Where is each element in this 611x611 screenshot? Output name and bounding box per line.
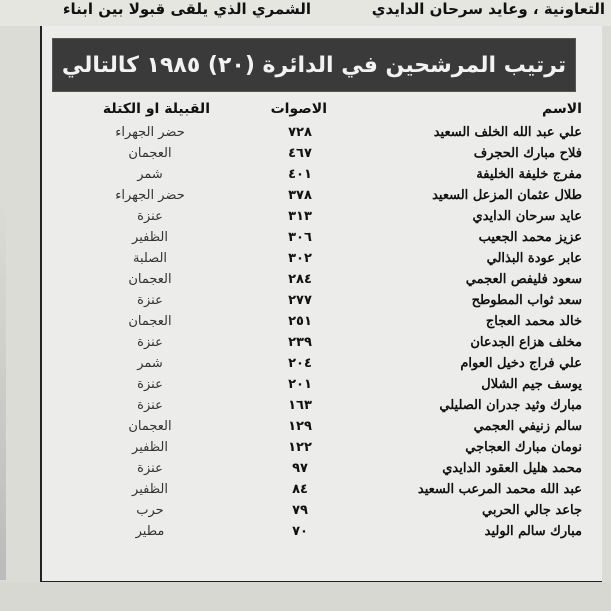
- candidate-votes: ٣٠٦: [288, 230, 312, 245]
- candidate-tribe: عنزة: [137, 293, 163, 308]
- candidate-name: سعود فليفص العجمي: [465, 272, 582, 287]
- header-name: الاسم: [542, 101, 582, 117]
- table-row: [70, 353, 590, 374]
- candidate-votes: ١٢٩: [288, 419, 312, 434]
- candidate-votes: ٤٦٧: [288, 146, 312, 161]
- candidate-tribe: شمر: [137, 356, 163, 371]
- top-caption-left: الشمري الذي يلقى قبولا بين ابناء: [62, 0, 311, 18]
- table-row: [70, 479, 590, 500]
- candidate-votes: ٢٥١: [288, 314, 312, 329]
- candidate-votes: ٨٤: [292, 482, 308, 497]
- table-row: [70, 143, 590, 164]
- table-row: [70, 500, 590, 521]
- table-row: [70, 290, 590, 311]
- candidate-tribe: العجمان: [128, 272, 172, 287]
- candidate-votes: ٣٧٨: [288, 188, 312, 203]
- candidate-name: مفرج خليفة الخليفة: [476, 167, 582, 182]
- candidate-tribe: العجمان: [128, 419, 172, 434]
- table-row: [70, 185, 590, 206]
- candidate-name: محمد هليل العقود الدايدي: [442, 461, 582, 476]
- candidate-name: خالد محمد العجاج: [485, 314, 582, 329]
- candidate-name: طلال عثمان المزعل السعيد: [432, 188, 582, 203]
- candidate-votes: ٢٣٩: [288, 335, 312, 350]
- candidate-name: عبد الله محمد المرعب السعيد: [417, 482, 582, 497]
- table-row: [70, 416, 590, 437]
- candidate-tribe: الظفير: [132, 440, 168, 455]
- candidate-votes: ٢٧٧: [288, 293, 312, 308]
- table-row: [70, 164, 590, 185]
- table-row: [70, 122, 590, 143]
- table-row: [70, 332, 590, 353]
- candidate-name: سالم زنيفي العجمي: [473, 419, 582, 434]
- candidate-name: مبارك وثيد جدران الصليلي: [439, 398, 582, 413]
- candidate-votes: ١٢٢: [288, 440, 312, 455]
- page-margin-mark: [0, 200, 6, 580]
- candidate-name: سعد ثواب المطوطح: [471, 293, 582, 308]
- table-row: [70, 521, 590, 542]
- candidate-name: يوسف جيم الشلال: [481, 377, 582, 392]
- candidate-name: عايد سرحان الدايدي: [472, 209, 582, 224]
- candidate-name: علي فراج دخيل العوام: [460, 356, 582, 371]
- table-row: [70, 248, 590, 269]
- header-votes: الاصوات: [270, 101, 327, 117]
- candidate-tribe: عنزة: [137, 209, 163, 224]
- candidate-votes: ٢٨٤: [288, 272, 312, 287]
- candidate-tribe: الصلبة: [132, 251, 168, 266]
- candidate-tribe: الظفير: [132, 230, 168, 245]
- table-row: [70, 311, 590, 332]
- candidate-votes: ١٦٣: [288, 398, 312, 413]
- candidate-votes: ٧٢٨: [288, 125, 312, 140]
- candidate-votes: ٤٠١: [288, 167, 312, 182]
- table-row: [70, 395, 590, 416]
- candidate-votes: ٣١٣: [288, 209, 312, 224]
- candidate-tribe: عنزة: [137, 461, 163, 476]
- candidate-votes: ٢٠٤: [288, 356, 312, 371]
- candidate-name: مخلف هزاع الجدعان: [470, 335, 582, 350]
- candidate-tribe: العجمان: [128, 146, 172, 161]
- candidate-name: مبارك سالم الوليد: [484, 524, 582, 539]
- candidate-votes: ٧٩: [292, 503, 308, 518]
- candidate-name: عابر عودة البذالي: [486, 251, 582, 266]
- candidate-tribe: حضر الجهراء: [115, 188, 185, 203]
- candidate-tribe: عنزة: [137, 377, 163, 392]
- candidate-tribe: شمر: [137, 167, 163, 182]
- candidate-name: علي عبد الله الخلف السعيد: [433, 125, 582, 140]
- candidate-votes: ٧٠: [292, 524, 308, 539]
- candidate-tribe: عنزة: [137, 398, 163, 413]
- table-row: [70, 458, 590, 479]
- candidate-name: عزيز محمد الجعيب: [478, 230, 582, 245]
- candidate-tribe: العجمان: [128, 314, 172, 329]
- candidate-name: نومان مبارك العجاجي: [465, 440, 582, 455]
- table-row: [70, 374, 590, 395]
- table-title-banner: ترتيب المرشحين في الدائرة (٢٠) ١٩٨٥ كالتالي: [52, 38, 576, 92]
- candidate-votes: ٩٧: [292, 461, 308, 476]
- candidate-tribe: الظفير: [132, 482, 168, 497]
- top-caption-right: التعاونية ، وعايد سرحان الدايدي: [371, 0, 605, 18]
- top-caption-strip: [0, 0, 611, 26]
- candidates-table: [70, 122, 590, 542]
- candidate-name: فلاح مبارك الحجرف: [473, 146, 582, 161]
- table-row: [70, 206, 590, 227]
- candidate-tribe: حرب: [136, 503, 164, 518]
- candidate-tribe: مطير: [135, 524, 165, 539]
- candidate-votes: ٣٠٢: [288, 251, 312, 266]
- header-tribe: القبيلة او الكتلة: [102, 101, 210, 117]
- candidate-votes: ٢٠١: [288, 377, 312, 392]
- bottom-strip: [0, 582, 611, 611]
- table-row: [70, 437, 590, 458]
- candidate-tribe: عنزة: [137, 335, 163, 350]
- candidate-tribe: حضر الجهراء: [115, 125, 185, 140]
- table-row: [70, 227, 590, 248]
- candidate-name: جاعد جالي الحربي: [481, 503, 582, 518]
- table-row: [70, 269, 590, 290]
